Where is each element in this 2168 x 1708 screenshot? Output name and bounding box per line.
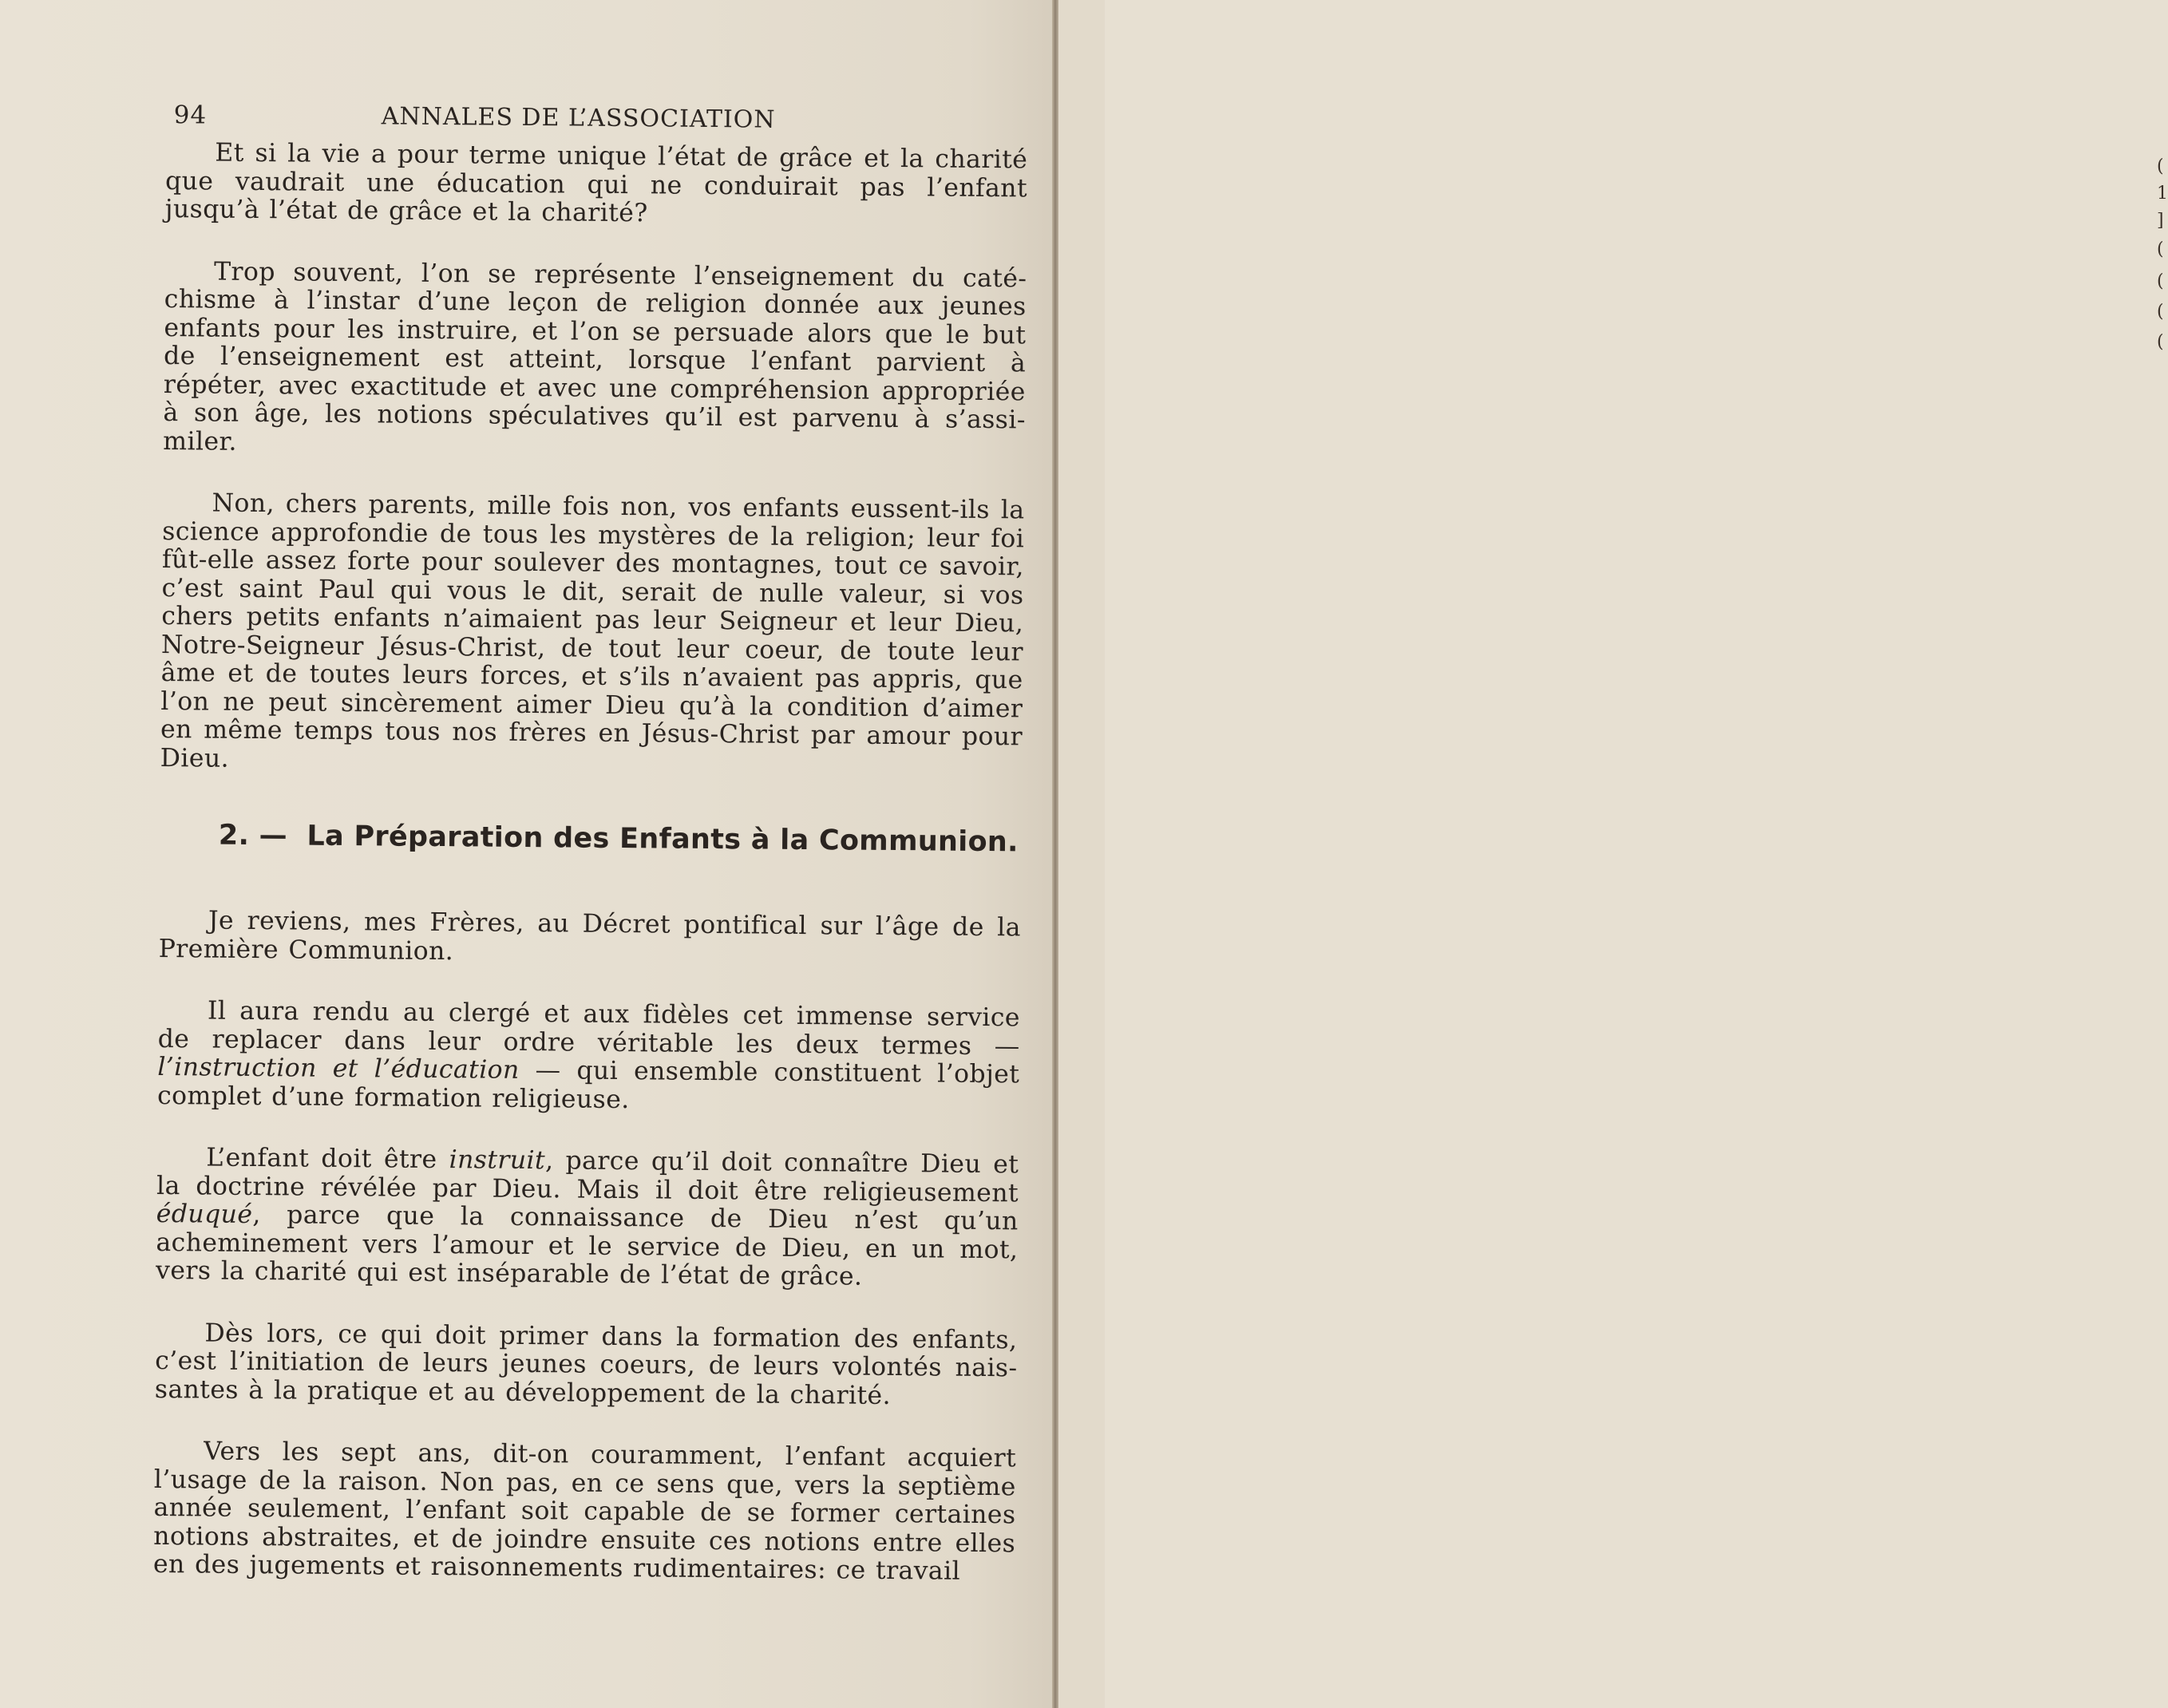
paragraph: Je reviens, mes Frères, au Décret pontifical sur l’âge de la Première Communion. <box>158 906 1022 966</box>
paragraph <box>157 997 1020 1117</box>
section-number: 2. — <box>218 819 288 852</box>
running-title: ANNALES DE L’ASSOCIATION <box>381 102 776 134</box>
paragraph: Et si la vie a pour terme unique l’état de grâce et la charité que vaudrait une éducation qui ne conduirait pas l’enfant jusqu’à l’état de grâce et la charité? <box>164 138 1028 228</box>
paragraph: Dès lors, ce qui doit primer dans la formation des enfants, c’est l’initiation de leurs jeunes coeurs, de leurs volontés naissantes à la pratique et au développement de la charité. <box>154 1318 1018 1410</box>
text-run: Il aura rendu au clergé et aux fidèles cet immense service de replacer dans leur ordre véritable les deux termes — <box>157 996 1021 1061</box>
paragraph: Non, chers parents, mille fois non, vos enfants eussent-ils la science approfondie de tous les mystères de la religion; leur foi fût-elle assez forte pour soulever des montagnes, tout ce savoir, c’est saint Paul qui vous le dit, serait de nulle valeur, si vos chers petits enfants n’aimaient pas leur Seigneur et leur Dieu, Notre-Seigneur Jésus-Christ, de tout leur coeur, de toute leur âme et de toutes leurs forces, et s’ils n’avaient pas appris, que l’on ne peut sincèrement aimer Dieu qu’à la condition d’aimer en même temps tous nos frères en Jésus-Christ par amour pour Dieu. <box>160 488 1025 773</box>
adjacent-page-edge <box>1058 0 2168 1708</box>
page-number: 94 <box>173 101 208 130</box>
italic-text: l’instruction et l’éducation <box>157 1052 520 1085</box>
italic-text: éduqué <box>156 1199 253 1229</box>
running-head <box>166 94 1028 146</box>
edge-glyph: ( <box>2157 332 2164 352</box>
paragraph: Trop souvent, l’on se représente l’enseignement du catéchisme à l’instar d’une leçon de religion donnée aux jeunes enfants pour les instruire, et l’on se persuade alors que le but de l’enseignement est atteint, lorsque l’enfant parvient à répéter, avec exactitude et avec une compréhension appropriée à son âge, les notions spéculatives qu’il est parvenu à s’assimiler. <box>163 257 1027 457</box>
paragraph: Vers les sept ans, dit-on couramment, l’enfant acquiert l’usage de la raison. Non pas, en ce sens que, vers la septième année seulement, l’enfant soit capable de se former certaines notions abstraites, et de joindre ensuite ces notions entre elles en des jugements et raisonnements rudimentaires: ce travail <box>152 1437 1017 1586</box>
text-run: , parce que la connaissance de Dieu n’est qu’un acheminement vers l’amour et le service de Dieu, en un mot, vers la charité qui est inséparable de l’état de grâce. <box>155 1200 1019 1291</box>
italic-text: instruit <box>449 1145 546 1176</box>
text-run: — qui ensemble constituent l’objet complet d’une formation religieuse. <box>156 1055 1020 1114</box>
edge-glyph: ( <box>2157 302 2164 322</box>
text-run: , parce qu’il doit connaître Dieu et la doctrine révélée par Dieu. Mais il doit être religieusement <box>156 1146 1019 1208</box>
text-run: L’enfant doit être <box>206 1143 449 1175</box>
edge-glyph: ( <box>2157 156 2164 176</box>
section-heading <box>160 819 1022 858</box>
section-title: La Préparation des Enfants à la Communion. <box>307 820 1019 859</box>
page-content <box>153 94 1028 1587</box>
paragraph <box>156 1144 1019 1293</box>
edge-glyph: ( <box>2157 271 2164 291</box>
edge-glyph: 1 <box>2157 184 2168 204</box>
book-gutter <box>1052 0 1058 1708</box>
edge-glyph: ( <box>2157 239 2164 259</box>
edge-glyph: ] <box>2157 211 2164 231</box>
